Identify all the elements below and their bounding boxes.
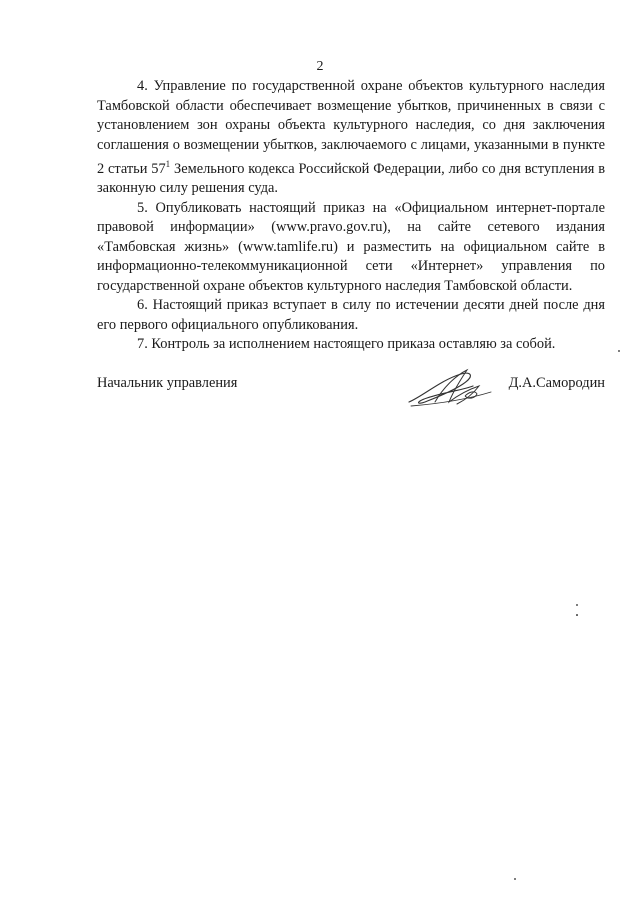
paragraph-4 — [97, 77, 605, 199]
paragraph-6: 6. Настоящий приказ вступает в силу по истечении десяти дней после дня его первого официального опубликования. — [97, 297, 605, 333]
paragraph-4-text: 4. Управление по государственной охране объектов культурного наследия Тамбовской области обеспечивает возмещение убытков, причиненных в связи с установлением зон охраны объекта культурного наследия, со дня заключения соглашения о возмещении убытков, заключаемого с лицами, указанными в пункте 2 статьи 57 — [97, 78, 605, 177]
scan-speck — [618, 350, 620, 352]
signature-block — [97, 366, 605, 416]
scan-speck — [576, 614, 578, 616]
paragraph-4-superscript: 1 — [165, 159, 171, 169]
scan-speck — [576, 604, 578, 606]
document-body — [97, 77, 605, 355]
paragraph-4-text-end: Земельного кодекса Российской Федерации, либо со дня вступления в законную силу решения суда. — [97, 160, 606, 197]
signatory-name: Д.А.Самородин — [508, 375, 605, 391]
page-number: 2 — [316, 59, 324, 74]
paragraph-7: 7. Контроль за исполнением настоящего приказа оставляю за собой. — [137, 336, 556, 353]
handwritten-signature — [405, 366, 495, 410]
paragraph-5: 5. Опубликовать настоящий приказ на «Официальном интернет-портале правовой информации» (www.pravo.gov.ru), на сайте сетевого издания «Тамбовская жизнь» (www.tamlife.ru) и разместить на официальном сайте в информационно-телекоммуникационной сети «Интернет» управления по государственной охране объектов культурного наследия Тамбовской области. — [97, 199, 605, 294]
scan-speck — [514, 878, 516, 880]
signatory-title: Начальник управления — [97, 375, 238, 391]
